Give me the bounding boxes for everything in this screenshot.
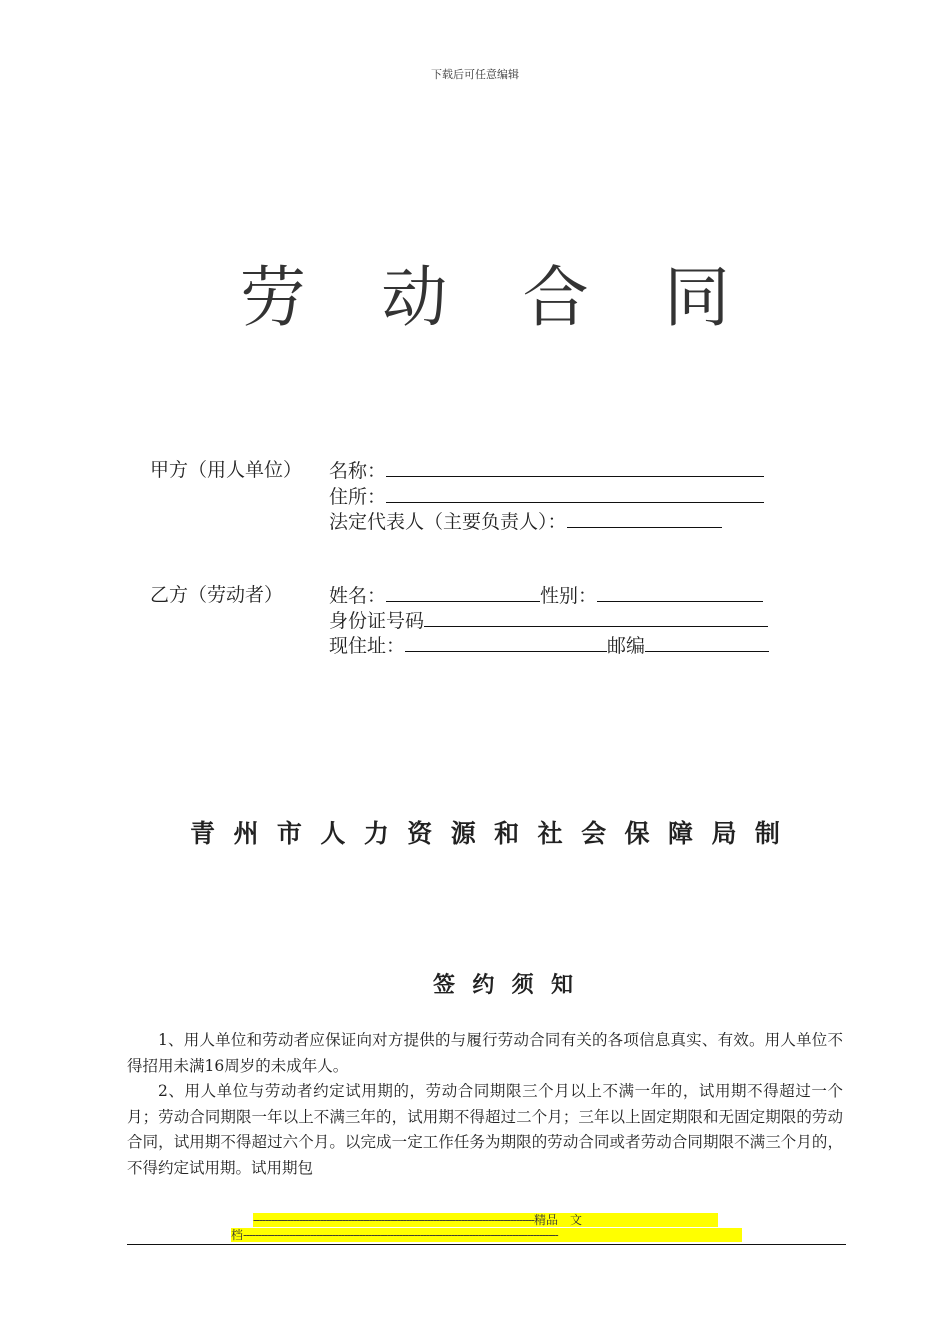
party-a-label: 甲方（用人单位） xyxy=(150,459,303,481)
dash-fill: -------------------------------------------------------------------------------------------- xyxy=(253,1213,535,1227)
party-b-postcode-field[interactable] xyxy=(645,633,769,652)
notice-title-char: 须 xyxy=(511,973,534,998)
party-a-address-field[interactable] xyxy=(386,484,764,503)
party-b-name-label: 姓名： xyxy=(329,585,387,607)
party-b-gender-label: 性别： xyxy=(540,585,598,607)
party-a-legal-rep-field[interactable] xyxy=(567,509,722,528)
document-title xyxy=(240,258,730,338)
party-b-id-field[interactable] xyxy=(424,608,768,627)
notice-body xyxy=(127,1028,843,1181)
issuer-line xyxy=(190,814,780,850)
issuer-char: 社 xyxy=(537,819,563,848)
party-b-postcode-label: 邮编 xyxy=(607,635,646,657)
party-b-gender-field[interactable] xyxy=(597,583,763,602)
party-b-address-label: 现住址： xyxy=(329,635,406,657)
issuer-char: 市 xyxy=(276,819,302,848)
issuer-char: 州 xyxy=(233,819,259,848)
notice-title-char: 知 xyxy=(550,973,573,998)
issuer-char: 保 xyxy=(624,819,650,848)
issuer-char: 制 xyxy=(754,819,780,848)
party-a-name-field[interactable] xyxy=(386,458,764,477)
party-b-id-label: 身份证号码 xyxy=(329,610,425,632)
issuer-char: 资 xyxy=(407,819,433,848)
party-b-name-row xyxy=(329,583,763,608)
party-a-address-row xyxy=(329,484,764,509)
footer-text-tail: 精品 文 xyxy=(534,1213,583,1227)
notice-title-char: 签 xyxy=(433,973,456,998)
issuer-char: 人 xyxy=(320,819,346,848)
title-char: 劳 xyxy=(240,259,306,336)
dash-fill: ------------------------------------------------------------------------------------------------------- xyxy=(243,1228,558,1242)
issuer-char: 和 xyxy=(494,819,520,848)
party-a-legal-rep-row xyxy=(329,509,722,534)
title-char: 同 xyxy=(663,259,730,336)
party-b-label: 乙方（劳动者） xyxy=(150,584,284,606)
party-b-id-row xyxy=(329,608,768,633)
header-note: 下载后可任意编辑 xyxy=(431,68,519,81)
footer-text-head: 档 xyxy=(231,1228,244,1242)
party-a-name-row xyxy=(329,458,764,483)
issuer-char: 障 xyxy=(667,819,693,848)
notice-title-char: 约 xyxy=(472,973,495,998)
notice-paragraph: 1、用人单位和劳动者应保证向对方提供的与履行劳动合同有关的各项信息真实、有效。用人单位不得招用未满16周岁的未成年人。 xyxy=(127,1031,843,1075)
party-b-address-row xyxy=(329,633,769,658)
title-char: 合 xyxy=(522,259,589,336)
issuer-char: 源 xyxy=(450,819,476,848)
footer-watermark-line2 xyxy=(231,1228,742,1242)
party-b-address-field[interactable] xyxy=(405,633,607,652)
issuer-char: 会 xyxy=(581,819,607,848)
issuer-char: 青 xyxy=(190,819,216,848)
issuer-char: 局 xyxy=(711,819,737,848)
party-a-legal-rep-label: 法定代表人（主要负责人）： xyxy=(329,511,567,533)
notice-title xyxy=(433,968,573,999)
party-a-address-label: 住所： xyxy=(329,486,387,508)
notice-paragraph: 2、用人单位与劳动者约定试用期的，劳动合同期限三个月以上不满一年的，试用期不得超过一个月；劳动合同期限一年以上不满三年的，试用期不得超过二个月；三年以上固定期限和无固定期限的劳动合同，试用期不得超过六个月。以完成一定工作任务为期限的劳动合同或者劳动合同期限不满三个月的，不得约定试用期。试用期包 xyxy=(127,1082,843,1177)
issuer-char: 力 xyxy=(363,819,389,848)
footer-divider xyxy=(127,1244,846,1245)
party-b-name-field[interactable] xyxy=(386,583,540,602)
title-char: 动 xyxy=(381,259,448,336)
party-a-name-label: 名称： xyxy=(329,460,387,482)
footer-watermark-line1 xyxy=(253,1213,718,1227)
